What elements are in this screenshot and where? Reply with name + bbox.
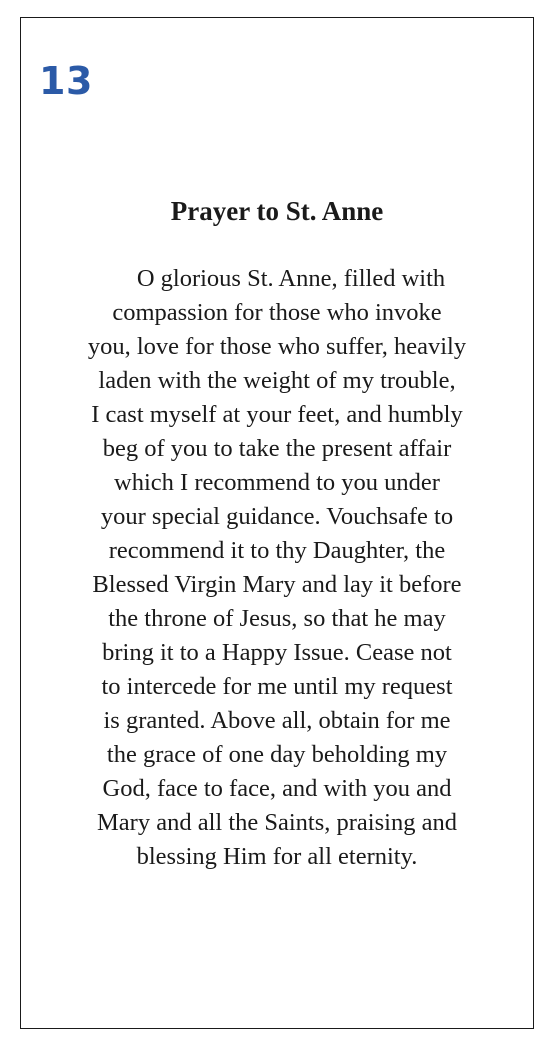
prayer-line: you, love for those who suffer, heavily [87,333,467,360]
prayer-card [20,17,534,1029]
prayer-line: O glorious St. Anne, filled with [136,265,446,292]
prayer-line: laden with the weight of my trouble, [98,367,456,394]
prayer-line: to intercede for me until my request [101,673,453,700]
prayer-line: Blessed Virgin Mary and lay it before [92,571,462,598]
prayer-line: is granted. Above all, obtain for me [103,707,451,734]
prayer-line: bring it to a Happy Issue. Cease not [102,639,452,666]
prayer-line: God, face to face, and with you and [102,775,452,802]
prayer-line: beg of you to take the present affair [102,435,452,462]
prayer-line: I cast myself at your feet, and humbly [91,401,463,428]
prayer-line: the throne of Jesus, so that he may [108,605,446,632]
prayer-line: your special guidance. Vouchsafe to [100,503,454,530]
prayer-line: recommend it to thy Daughter, the [108,537,446,564]
prayer-line: Mary and all the Saints, praising and [97,809,457,836]
prayer-line: which I recommend to you under [114,469,440,496]
prayer-line: blessing Him for all eternity. [136,843,418,870]
page-number: 13 [39,59,93,103]
prayer-body [65,262,489,874]
prayer-line: the grace of one day beholding my [106,741,448,768]
prayer-title: Prayer to St. Anne [170,196,384,226]
prayer-line: compassion for those who invoke [112,299,442,326]
